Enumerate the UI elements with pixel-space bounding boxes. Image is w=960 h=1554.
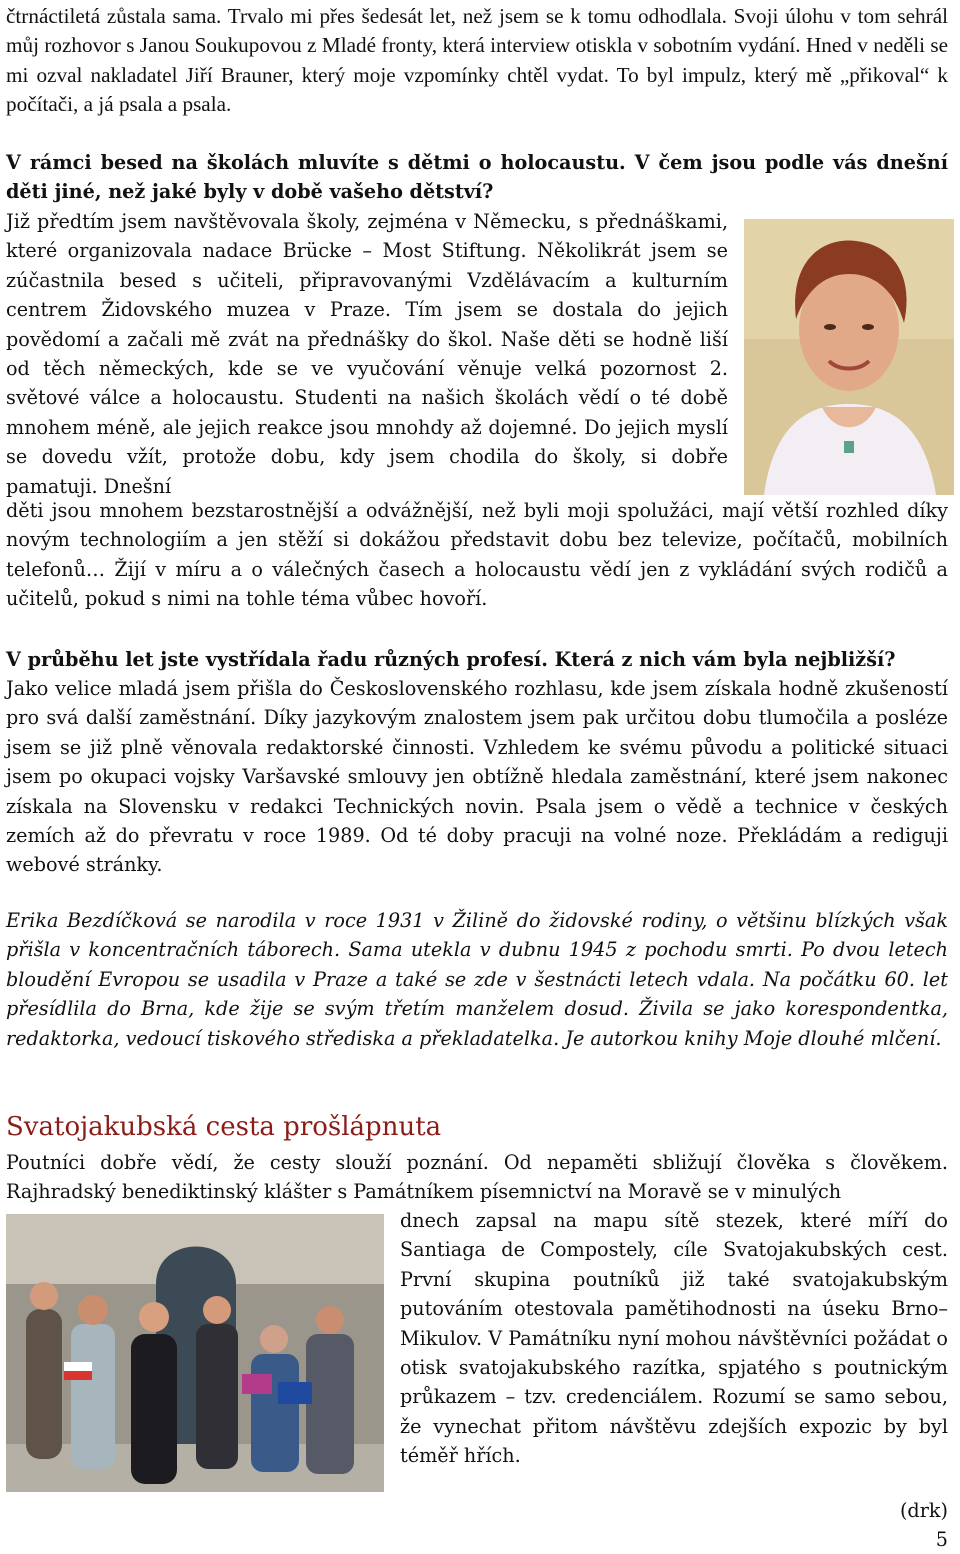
article-wrapped-text: dnech zapsal na mapu sítě stezek, které míří do Santiaga de Compostely, cíle Svatojakubských cest. První skupina poutníků již také svatojakubským putováním otestovala pamětihodnosti na úseku Brno–Mikulov. V Památníku nyní mohou návštěvníci požádat o otisk svatojakubského razítka, spjatého s poutnickým průkazem – tzv. credenciálem. Rozumí se samo sebou, že vynechat přitom návštěvu zdejších expozic by byl téměř hřích. bbox=[400, 1209, 948, 1468]
answer-holocaust-part2: děti jsou mnohem bezstarostnější a odvážnější, než byli moji spolužáci, mají větší rozhled díky novým technologiím a jen stěží si dokážou představit dobu bez televize, počítačů, mobilních telefonů… Žijí v míru a o válečných časech a holocaustu vědí jen z vykládání svých rodičů a učitelů, pokud s nimi na tohle téma vůbec hovoří. bbox=[6, 499, 948, 611]
question-holocaust: V rámci besed na školách mluvíte s dětmi o holocaustu. V čem jsou podle vás dnešní děti jiné, než jaké byly v době vašeho dětství? bbox=[6, 151, 948, 204]
pilgrims-group-photo bbox=[6, 1214, 384, 1492]
author-signature: (drk) bbox=[899, 1499, 948, 1522]
page-number: 5 bbox=[935, 1528, 948, 1551]
author-bio: Erika Bezdíčková se narodila v roce 1931 v Žilině do židovské rodiny, o většinu blízkých však přišla v koncentračních táborech. Sama utekla v dubnu 1945 z pochodu smrti. Po dvou letech bloudění Evropou se usadila v Praze a také se zde v šestnácti letech vdala. Na počátku 60. let přesídlila do Brna, kde žije se svým třetím manželem dosud. Živila se jako korespondentka, redaktorka, vedoucí tiskového střediska a překladatelka. Je autorkou knihy Moje dlouhé mlčení. bbox=[6, 909, 948, 1050]
question-professions: V průběhu let jste vystřídala řadu různých profesí. Která z nich vám byla nejbližší? bbox=[6, 648, 896, 671]
article-heading: Svatojakubská cesta prošlápnuta bbox=[6, 1112, 442, 1142]
portrait-photo bbox=[744, 219, 954, 495]
answer-professions: Jako velice mladá jsem přišla do Československého rozhlasu, kde jsem získala hodně zkušeností pro svá další zaměstnání. Díky jazykovým znalostem jsem pak určitou dobu tlumočila a posléze jsem se již plně věnovala redaktorské činnosti. Vzhledem ke svému původu a politické situaci jsem po okupaci vojsky Varšavské smlouvy jen obtížně hledala zaměstnání, které jsem nakonec získala na Slovensku v redakci Technických novin. Psala jsem o vědě a technice v českých zemích až do převratu v roce 1989. Od té doby pracuji na volné noze. Překládám a rediguji webové stránky. bbox=[6, 677, 948, 877]
article-intro: Poutníci dobře vědí, že cesty slouží poznání. Od nepaměti sbližují člověka s člověkem. Rajhradský benediktinský klášter s Památníkem písemnictví na Moravě se v minulých bbox=[6, 1151, 948, 1204]
answer-holocaust-part1: Již předtím jsem navštěvovala školy, zejména v Německu, s přednáškami, které organizovala nadace Brücke – Most Stiftung. Několikrát jsem se zúčastnila besed s učiteli, připravovanými Vzdělávacím a kulturním centrem Židovského muzea v Praze. Tím jsem se dostala do jejich povědomí a začali mě zvát na přednášky do škol. Naše děti se hodně liší od těch německých, kde se ve vyučování věnuje velká pozornost 2. světové válce a holocaustu. Studenti na našich školách vědí o té době mnohem méně, ale jejich reakce jsou mnohdy až dojemné. Do jejich myslí se dovedu vžít, protože dobu, kdy jsem chodila do školy, si dobře pamatuji. Dnešní bbox=[6, 210, 728, 498]
intro-paragraph: čtrnáctiletá zůstala sama. Trvalo mi přes šedesát let, než jsem se k tomu odhodlala. Svoji úlohu v tom sehrál můj rozhovor s Janou Soukupovou z Mladé fronty, která interview otiskla v sobotním vydání. Hned v neděli se mi ozval nakladatel Jiří Brauner, který moje vzpomínky chtěl vydat. To byl impulz, který mě „přikoval“ k počítači, a já psala a psala. bbox=[6, 4, 948, 117]
